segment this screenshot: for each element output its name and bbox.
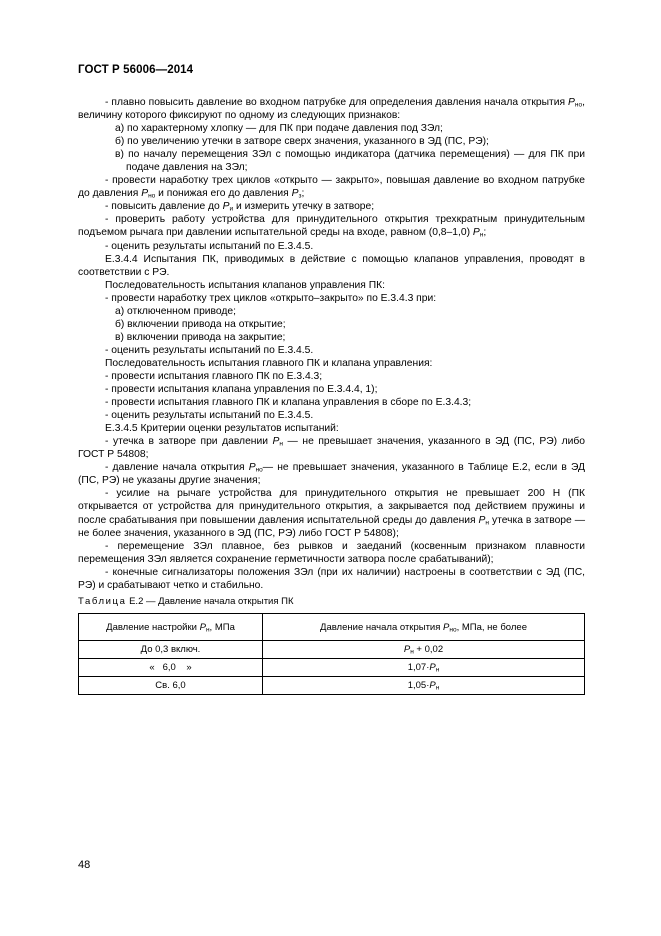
pressure-table — [78, 613, 585, 695]
paragraph: - плавно повысить давление во входном патрубке для определения давления начала открытия $P_{но}$, величину которого фиксируют по одному из следующих признаков: — [78, 97, 585, 122]
table-cell: Св. 6,0 — [79, 677, 263, 695]
paragraph: - провести наработку трех циклов «открыто–закрыто» по Е.3.4.3 при: — [105, 292, 437, 304]
paragraph: Е.3.4.4 Испытания ПК, приводимых в действие с помощью клапанов управления, проводят в соответствии с РЭ. — [78, 253, 585, 278]
table-caption: Таблица Е.2 — Давление начала открытия ПК — [78, 596, 294, 607]
table-header-cell: Давление начала открытия $P_{но}$, МПа, не более — [263, 614, 585, 641]
table-cell: $1,07\cdot P_н$ — [263, 659, 585, 677]
table-header-cell: Давление настройки $P_н$, МПа — [79, 614, 263, 641]
list-item: а) по характерному хлопку — для ПК при подаче давления под ЗЭл; — [115, 123, 443, 135]
table-cell: До 0,3 включ. — [79, 641, 263, 659]
paragraph: Последовательность испытания главного ПК и клапана управления: — [105, 357, 433, 369]
table-row — [79, 659, 585, 677]
paragraph: - повысить давление до $P_и$ и измерить утечку в затворе; — [105, 201, 375, 213]
paragraph: - утечка в затворе при давлении $P_н$ — не превышает значения, указанного в ЭД (ПС, РЭ) либо ГОСТ Р 54808; — [78, 436, 585, 461]
table-row — [79, 641, 585, 659]
paragraph: Е.3.4.5 Критерии оценки результатов испытаний: — [105, 423, 339, 435]
table-row — [79, 677, 585, 695]
list-item: а) отключенном приводе; — [115, 305, 236, 317]
list-item: в) включении привода на закрытие; — [115, 331, 286, 343]
paragraph: - оценить результаты испытаний по Е.3.4.5. — [105, 344, 314, 356]
document-body — [78, 96, 585, 592]
table-header-row — [79, 614, 585, 641]
paragraph: Последовательность испытания клапанов управления ПК: — [105, 279, 385, 291]
table-cell: « 6,0 » — [79, 659, 263, 677]
paragraph: - оценить результаты испытаний по Е.3.4.5. — [105, 410, 314, 422]
table-cell: $P_н + 0,02$ — [263, 641, 585, 659]
document-header: ГОСТ Р 56006—2014 — [78, 64, 194, 76]
table-cell: $1,05\cdot P_н$ — [263, 677, 585, 695]
paragraph: - провести испытания главного ПК и клапана управления в сборе по Е.3.4.3; — [105, 397, 472, 409]
list-item: б) включении привода на открытие; — [115, 318, 286, 330]
paragraph: - провести испытания клапана управления по Е.3.4.4, 1); — [105, 384, 378, 396]
list-item: б) по увеличению утечки в затворе сверх значения, указанного в ЭД (ПС, РЭ); — [115, 136, 489, 148]
paragraph: - конечные сигнализаторы положения ЗЭл (при их наличии) настроены в соответствии с ЭД (ПС, РЭ) и срабатывают четко и стабильно. — [78, 566, 585, 591]
paragraph: - перемещение ЗЭл плавное, без рывков и заеданий (косвенным признаком плавности перемещения ЗЭл является сохранение герметичности затвора после срабатываний); — [78, 540, 585, 565]
paragraph: - провести наработку трех циклов «открыто — закрыто», повышая давление во входном патрубке до давления $P_{но}$ и понижая его до давления $P_з$; — [78, 175, 585, 200]
paragraph: - давление начала открытия $P_{но}—$ не превышает значения, указанного в Таблице Е.2, если в ЭД (ПС, РЭ) не указаны другие значения; — [78, 462, 586, 487]
list-item: в) по началу перемещения ЗЭл с помощью индикатора (датчика перемещения) — для ПК при подаче давления на ЗЭл; — [115, 149, 585, 174]
paragraph: - оценить результаты испытаний по Е.3.4.5. — [105, 240, 314, 252]
paragraph: - усилие на рычаге устройства для принудительного открытия не превышает 200 Н (ПК открывается от устройства для принудительного открытия, а закрывается под действием пружины и после срабатывания при повышении давления испытательной среды до давления $P_н$ утечка в затворе — не более значения, указанного в ЭД (ПС, РЭ) либо ГОСТ Р 54808); — [78, 488, 585, 539]
paragraph: - провести испытания главного ПК по Е.3.4.3; — [105, 370, 323, 382]
page-number: 48 — [78, 859, 91, 871]
paragraph: - проверить работу устройства для принудительного открытия трехкратным принудительным подъемом рычага при давлении испытательной среды на входе, равном (0,8–1,0) $P_н$; — [78, 214, 585, 239]
